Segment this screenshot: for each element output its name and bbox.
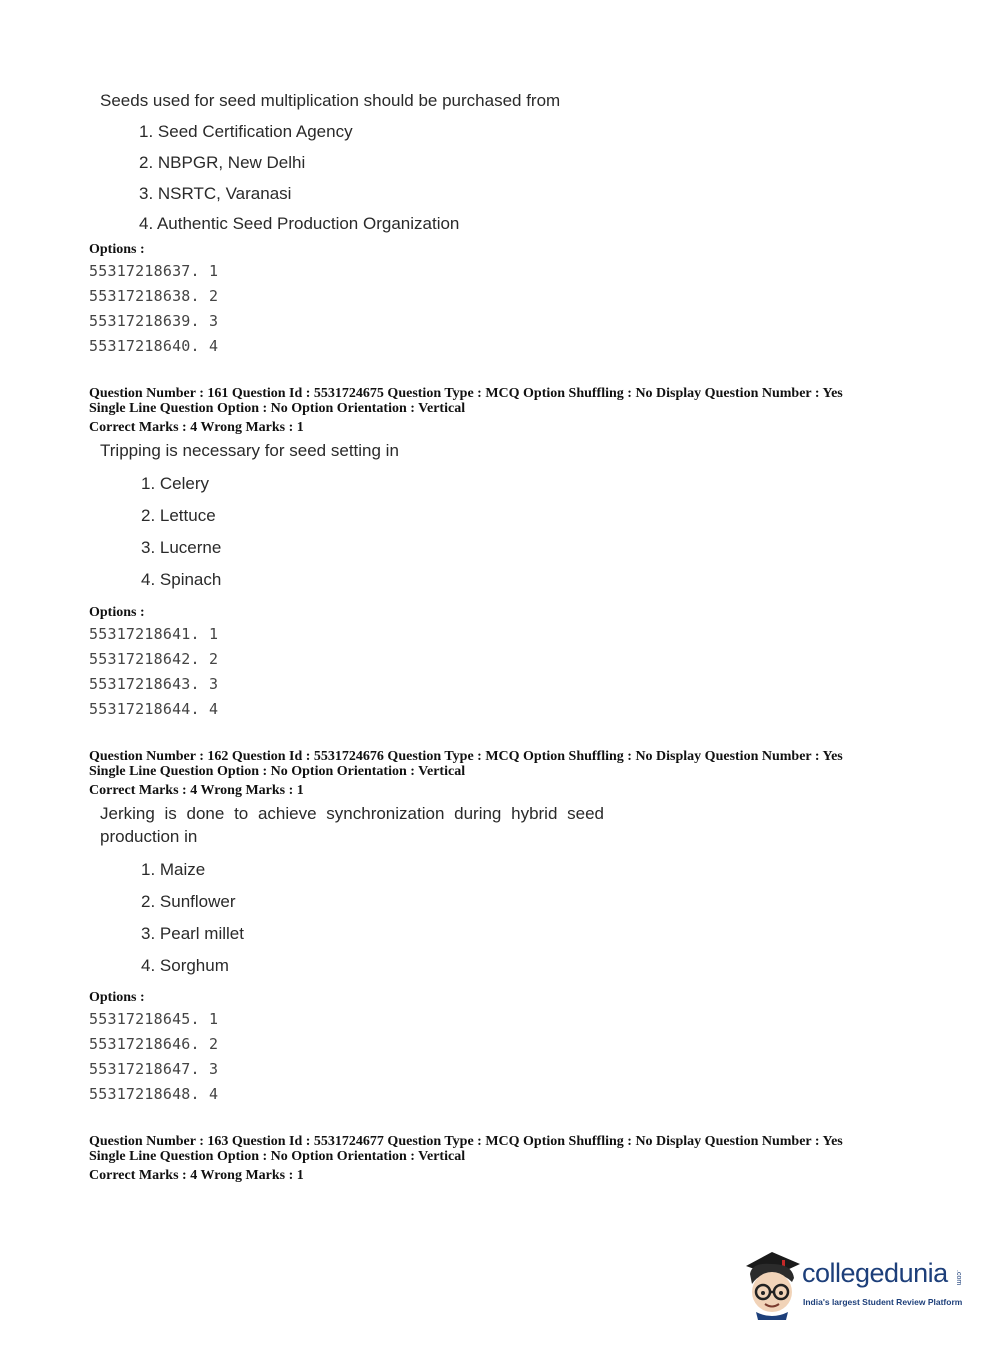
q160-options-label: Options : <box>89 242 145 257</box>
q161-choice-3: 3. Lucerne <box>141 538 222 557</box>
q162-option-1: 55317218645. 1 <box>89 1010 219 1028</box>
q160-option-2: 55317218638. 2 <box>89 287 219 305</box>
q162-option-2: 55317218646. 2 <box>89 1035 219 1053</box>
q163-marks: Correct Marks : 4 Wrong Marks : 1 <box>89 1168 304 1183</box>
q161-choice-4: 4. Spinach <box>141 570 222 589</box>
q162-options-label: Options : <box>89 990 145 1005</box>
q162-stem-line2: production in <box>100 827 198 846</box>
q161-option-1: 55317218641. 1 <box>89 625 219 643</box>
collegedunia-logo <box>742 1248 972 1320</box>
q163-meta-line2: Single Line Question Option : No Option Orientation : Vertical <box>89 1149 466 1164</box>
q162-choice-3: 3. Pearl millet <box>141 924 244 943</box>
q161-meta-line1: Question Number : 161 Question Id : 5531724675 Question Type : MCQ Option Shuffling : No Display Question Number : Yes <box>89 386 843 401</box>
q160-choice-1: 1. Seed Certification Agency <box>139 122 353 141</box>
q161-choice-2: 2. Lettuce <box>141 506 216 525</box>
q161-choice-1: 1. Celery <box>141 474 210 493</box>
q160-choice-2: 2. NBPGR, New Delhi <box>139 153 306 172</box>
q161-option-3: 55317218643. 3 <box>89 675 219 693</box>
q160-stem: Seeds used for seed multiplication should be purchased from <box>100 91 561 110</box>
q162-choice-2: 2. Sunflower <box>141 892 236 911</box>
q162-option-4: 55317218648. 4 <box>89 1085 219 1103</box>
q161-option-4: 55317218644. 4 <box>89 700 219 718</box>
q162-choice-4: 4. Sorghum <box>141 956 229 975</box>
logo-tagline: India's largest Student Review Platform <box>803 1297 963 1307</box>
logo-com-suffix: .com <box>955 1270 962 1286</box>
q160-option-1: 55317218637. 1 <box>89 262 219 280</box>
q162-meta-line2: Single Line Question Option : No Option Orientation : Vertical <box>89 764 466 779</box>
q162-marks: Correct Marks : 4 Wrong Marks : 1 <box>89 783 304 798</box>
q161-meta-line2: Single Line Question Option : No Option Orientation : Vertical <box>89 401 466 416</box>
q162-stem-line1: Jerking is done to achieve synchronization during hybrid seed <box>100 804 604 823</box>
q162-option-3: 55317218647. 3 <box>89 1060 219 1078</box>
q161-options-label: Options : <box>89 605 145 620</box>
q162-choice-1: 1. Maize <box>141 860 206 879</box>
q161-option-2: 55317218642. 2 <box>89 650 219 668</box>
logo-wordmark: collegedunia <box>802 1258 948 1288</box>
mascot-icon <box>742 1248 804 1320</box>
q160-choice-4: 4. Authentic Seed Production Organization <box>139 214 460 233</box>
q161-stem: Tripping is necessary for seed setting in <box>100 441 399 460</box>
q160-choice-3: 3. NSRTC, Varanasi <box>139 184 292 203</box>
q160-option-3: 55317218639. 3 <box>89 312 219 330</box>
q162-meta-line1: Question Number : 162 Question Id : 5531724676 Question Type : MCQ Option Shuffling : No Display Question Number : Yes <box>89 749 843 764</box>
q163-meta-line1: Question Number : 163 Question Id : 5531724677 Question Type : MCQ Option Shuffling : No Display Question Number : Yes <box>89 1134 843 1149</box>
q160-option-4: 55317218640. 4 <box>89 337 219 355</box>
q161-marks: Correct Marks : 4 Wrong Marks : 1 <box>89 420 304 435</box>
